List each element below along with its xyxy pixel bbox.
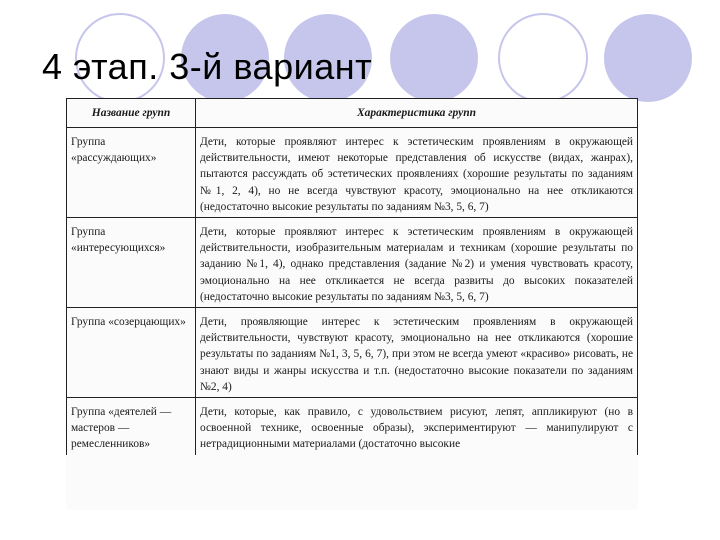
slide-title: 4 этап. 3-й вариант xyxy=(42,46,373,87)
groups-table xyxy=(66,98,638,455)
group-description-cell: Дети, проявляющие интерес к эстетическим проявлениям в окружающей действительности, чувствуют красоту, эмоционально на нее откликаются (хорошие результаты по заданиям №1, 3, 5, 6, 7), при этом не всегда умеют «красиво» рисовать, не знают виды и жанры искусства и т.п. (недостаточно высокие показатели по заданиям №2, 4) xyxy=(196,308,638,398)
header-group-name: Название групп xyxy=(67,99,196,128)
group-name-cell: Группа «рассуждающих» xyxy=(67,128,196,218)
table-row xyxy=(67,128,638,218)
scanned-table-image xyxy=(66,98,638,510)
group-description-cell: Дети, которые проявляют интерес к эстетическим проявлениям в окружающей действительности, имеют некоторые представления об искусстве (видах, жанрах), пытаются рассуждать об эстетических проявлениях (хорошие результаты по заданиям №1, 2, 4), но не всегда чувствуют красоту, эмоционально на нее откликаются (недостаточно высокие результаты по заданиям №3, 5, 6, 7) xyxy=(196,128,638,218)
group-description-cell: Дети, которые проявляют интерес к эстетическим проявлениям в окружающей действительности, изобразительным материалам и техникам (хорошие результаты по заданию №1, 4), однако представления (задание №2) и умения чувствовать красоту, эмоционально на нее откликается не всегда развиты до высоких показателей (недостаточно высокие результаты по заданиям №3, 5, 6, 7) xyxy=(196,218,638,308)
group-name-cell: Группа «созерцающих» xyxy=(67,308,196,398)
table-header-row xyxy=(67,99,638,128)
group-name-cell: Группа «интересующихся» xyxy=(67,218,196,308)
header-group-characteristic: Характеристика групп xyxy=(196,99,638,128)
table-row xyxy=(67,308,638,398)
deco-circle xyxy=(499,14,587,102)
group-name-cell: Группа «деятелей — мастеров — ремесленников» xyxy=(67,398,196,455)
group-description-cell: Дети, которые, как правило, с удовольствием рисуют, лепят, аппликируют (но в освоенной технике, освоенные образы), экспериментируют — манипулируют с нетрадиционными материалами (достаточно высокие xyxy=(196,398,638,455)
table-row xyxy=(67,398,638,455)
table-row xyxy=(67,218,638,308)
deco-circle xyxy=(604,14,692,102)
deco-circle xyxy=(390,14,478,102)
